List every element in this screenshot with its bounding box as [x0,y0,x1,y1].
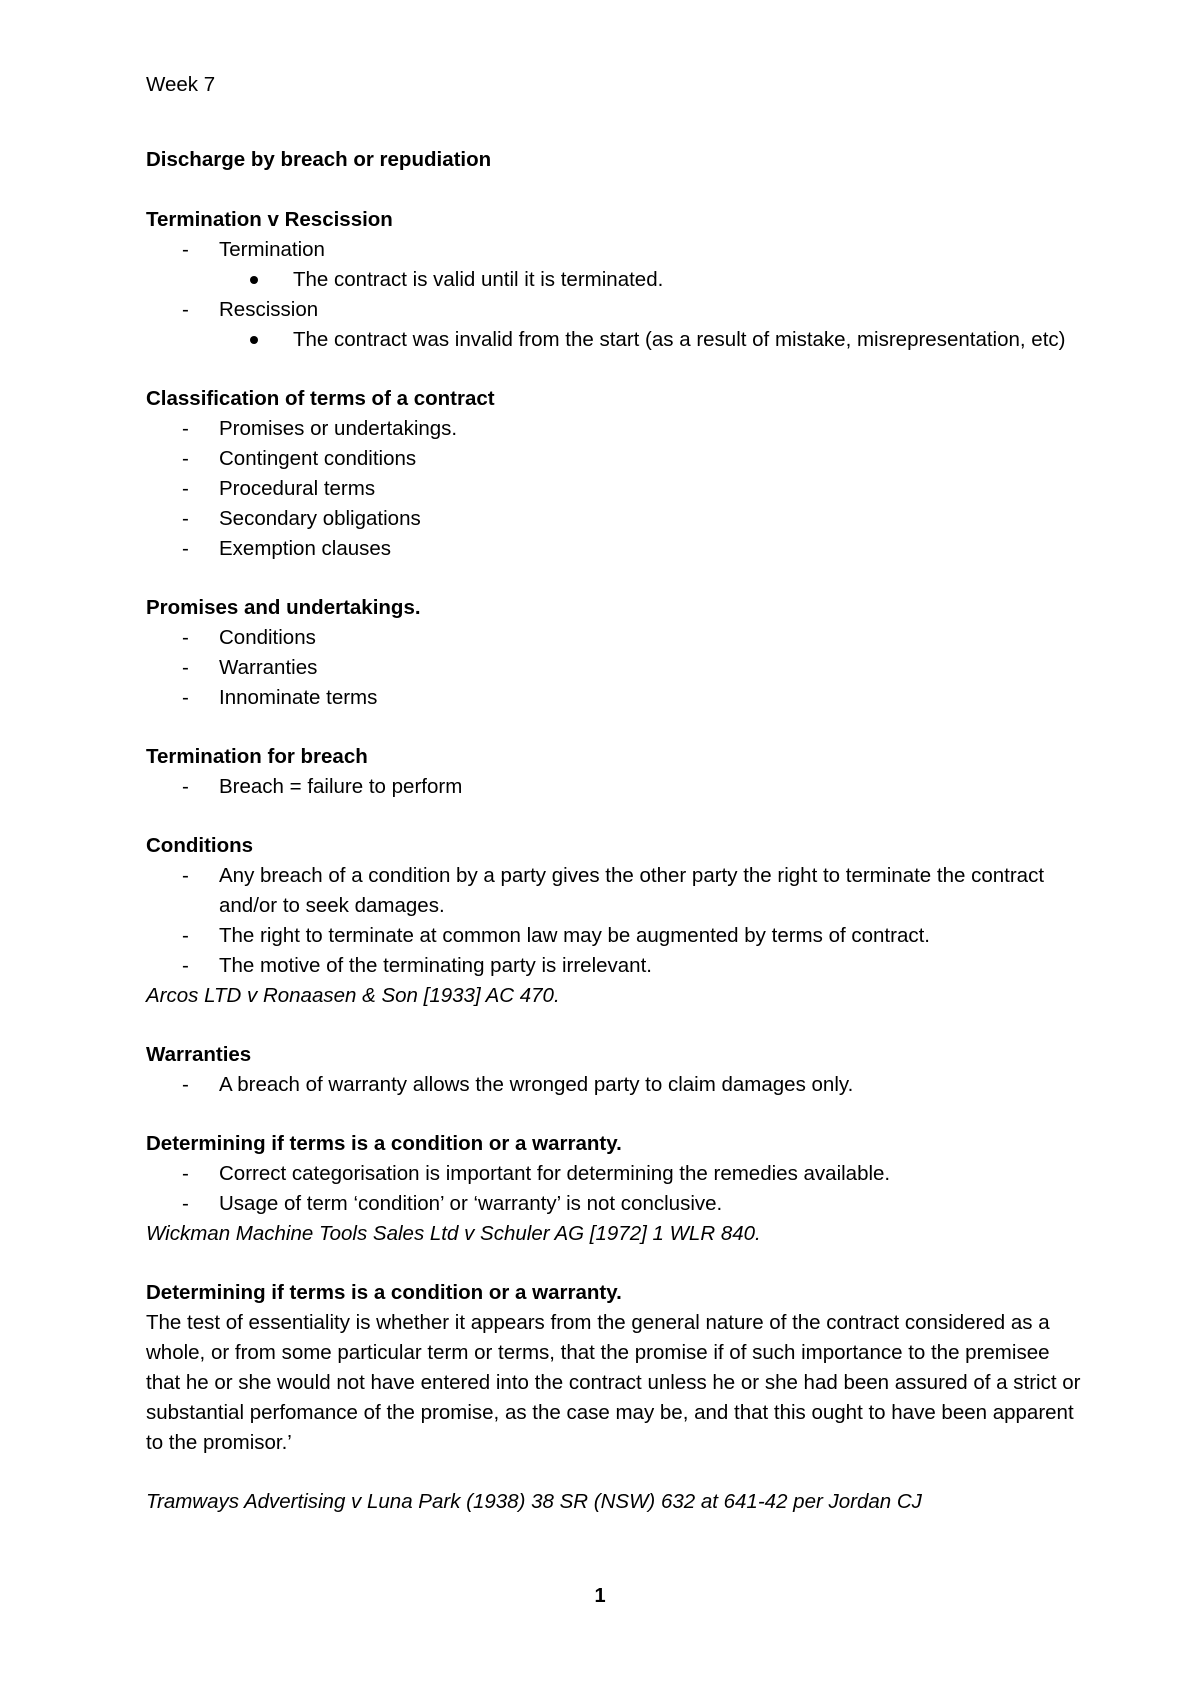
list-item-text: Correct categorisation is important for determining the remedies available. [219,1162,891,1185]
case-citation: Tramways Advertising v Luna Park (1938) 38 SR (NSW) 632 at 641-42 per Jordan CJ [146,1490,922,1513]
list-item-text: Exemption clauses [219,537,392,560]
section-heading: Conditions [146,834,254,857]
list-item [146,444,1086,474]
document-page [146,70,1086,1517]
section-conditions [146,831,1086,1011]
dash-marker: - [182,924,189,947]
section-heading: Termination v Rescission [146,208,393,231]
document-title: Discharge by breach or repudiation [146,148,492,171]
list-item-text: Contingent conditions [219,447,417,470]
page-number: 1 [594,1585,606,1607]
dash-list [146,861,1086,981]
section-heading: Determining if terms is a condition or a warranty. [146,1281,622,1304]
dash-marker: - [182,775,189,798]
section-heading: Warranties [146,1043,252,1066]
list-item-text: Usage of term ‘condition’ or ‘warranty’ is not conclusive. [219,1192,723,1215]
bullet-icon [250,276,258,284]
list-item [146,951,1086,981]
dash-marker: - [182,447,189,470]
bullet-item-text: The contract was invalid from the start (as a result of mistake, misrepresentation, etc) [293,328,1066,351]
list-item [146,623,1086,653]
list-item-text: Any breach of a condition by a party gives the other party the right to terminate the contract and/or to seek damages. [219,864,1045,917]
list-item [146,1159,1086,1189]
list-item-text: Breach = failure to perform [219,775,463,798]
case-citation: Arcos LTD v Ronaasen & Son [1933] AC 470. [146,984,560,1007]
dash-marker: - [182,1162,189,1185]
bullet-item [146,325,1086,355]
dash-list [146,772,1086,802]
list-item [146,534,1086,564]
list-item [146,921,1086,951]
list-item [146,772,1086,802]
bullet-item-text: The contract is valid until it is terminated. [293,268,664,291]
section-determining-2 [146,1278,1086,1458]
dash-marker: - [182,477,189,500]
list-item [146,1070,1086,1100]
bullet-list [146,265,1086,295]
list-item-text: Rescission [219,298,319,321]
dash-list [146,1159,1086,1219]
section-classification [146,384,1086,564]
section-promises [146,593,1086,713]
dash-marker: - [182,1192,189,1215]
dash-list [146,414,1086,564]
dash-list [146,623,1086,713]
list-item [146,683,1086,713]
dash-list [146,295,1086,325]
section-warranties [146,1040,1086,1100]
dash-marker: - [182,238,189,261]
dash-marker: - [182,298,189,321]
dash-list [146,235,1086,265]
dash-marker: - [182,656,189,679]
list-item [146,504,1086,534]
list-item-text: Termination [219,238,325,261]
list-item [146,235,1086,265]
page-header: Week 7 [146,73,216,96]
list-item [146,474,1086,504]
list-item [146,861,1086,921]
list-item-text: A breach of warranty allows the wronged party to claim damages only. [219,1073,854,1096]
dash-marker: - [182,864,189,887]
section-heading: Termination for breach [146,745,368,768]
dash-marker: - [182,537,189,560]
body-paragraph: The test of essentiality is whether it appears from the general nature of the contract considered as a whole, or from some particular term or terms, that the promise if of such importance to the premisee that he or she would not have entered into the contract unless he or she had been assured of a strict or substantial perfomance of the promise, as the case may be, and that this ought to have been apparent to the promisor.’ [146,1311,1081,1454]
list-item [146,653,1086,683]
bullet-item [146,265,1086,295]
list-item-text: Procedural terms [219,477,376,500]
dash-marker: - [182,507,189,530]
list-item-text: Conditions [219,626,316,649]
list-item [146,295,1086,325]
dash-marker: - [182,1073,189,1096]
bullet-icon [250,336,258,344]
section-heading: Determining if terms is a condition or a warranty. [146,1132,622,1155]
list-item-text: Innominate terms [219,686,378,709]
list-item [146,414,1086,444]
bullet-list [146,325,1086,355]
list-item-text: Secondary obligations [219,507,421,530]
dash-marker: - [182,417,189,440]
case-citation: Wickman Machine Tools Sales Ltd v Schuler AG [1972] 1 WLR 840. [146,1222,761,1245]
list-item-text: The motive of the terminating party is irrelevant. [219,954,652,977]
dash-marker: - [182,954,189,977]
list-item-text: Warranties [219,656,318,679]
section-heading: Promises and undertakings. [146,596,421,619]
section-heading: Classification of terms of a contract [146,387,495,410]
section-termination-for-breach [146,742,1086,802]
list-item-text: Promises or undertakings. [219,417,458,440]
section-determining-1 [146,1129,1086,1249]
list-item-text: The right to terminate at common law may be augmented by terms of contract. [219,924,930,947]
dash-marker: - [182,626,189,649]
dash-marker: - [182,686,189,709]
list-item [146,1189,1086,1219]
dash-list [146,1070,1086,1100]
section-termination-v-rescission [146,205,1086,355]
